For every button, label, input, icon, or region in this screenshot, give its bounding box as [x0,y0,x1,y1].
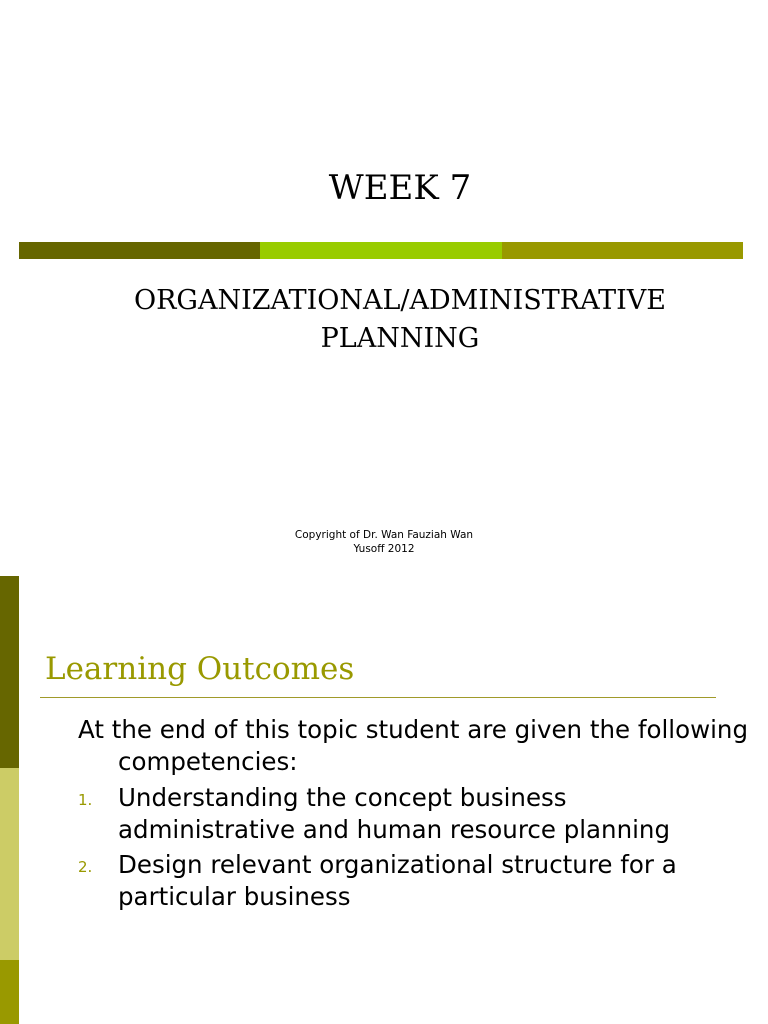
title-divider-bar [19,242,743,259]
section-heading: Learning Outcomes [45,651,355,687]
subtitle-line-2: PLANNING [320,323,480,354]
side-accent-bar [0,576,19,1024]
slide-subtitle [60,282,740,358]
divider-segment-bright [260,242,501,259]
list-item [78,782,738,846]
intro-paragraph: At the end of this topic student are given the following competencies: [78,715,749,776]
list-item-text: Understanding the concept business administrative and human resource planning [118,783,671,844]
side-segment-olive [0,960,19,1024]
divider-segment-dark [19,242,260,259]
list-number: 2. [78,858,93,876]
copyright-note: Copyright of Dr. Wan Fauziah Wan Yusoff 2012 [294,529,474,555]
side-segment-dark [0,576,19,768]
list-item-text: Design relevant organizational structure for a particular business [118,850,677,911]
heading-divider [40,697,716,698]
divider-segment-olive [502,242,743,259]
learning-outcomes-slide [0,576,768,1024]
list-item [78,849,738,913]
outcome-list [78,782,738,916]
list-number: 1. [78,791,93,809]
side-segment-light [0,768,19,960]
slide-title: WEEK 7 [328,168,472,208]
subtitle-line-1: ORGANIZATIONAL/ADMINISTRATIVE [133,285,667,316]
